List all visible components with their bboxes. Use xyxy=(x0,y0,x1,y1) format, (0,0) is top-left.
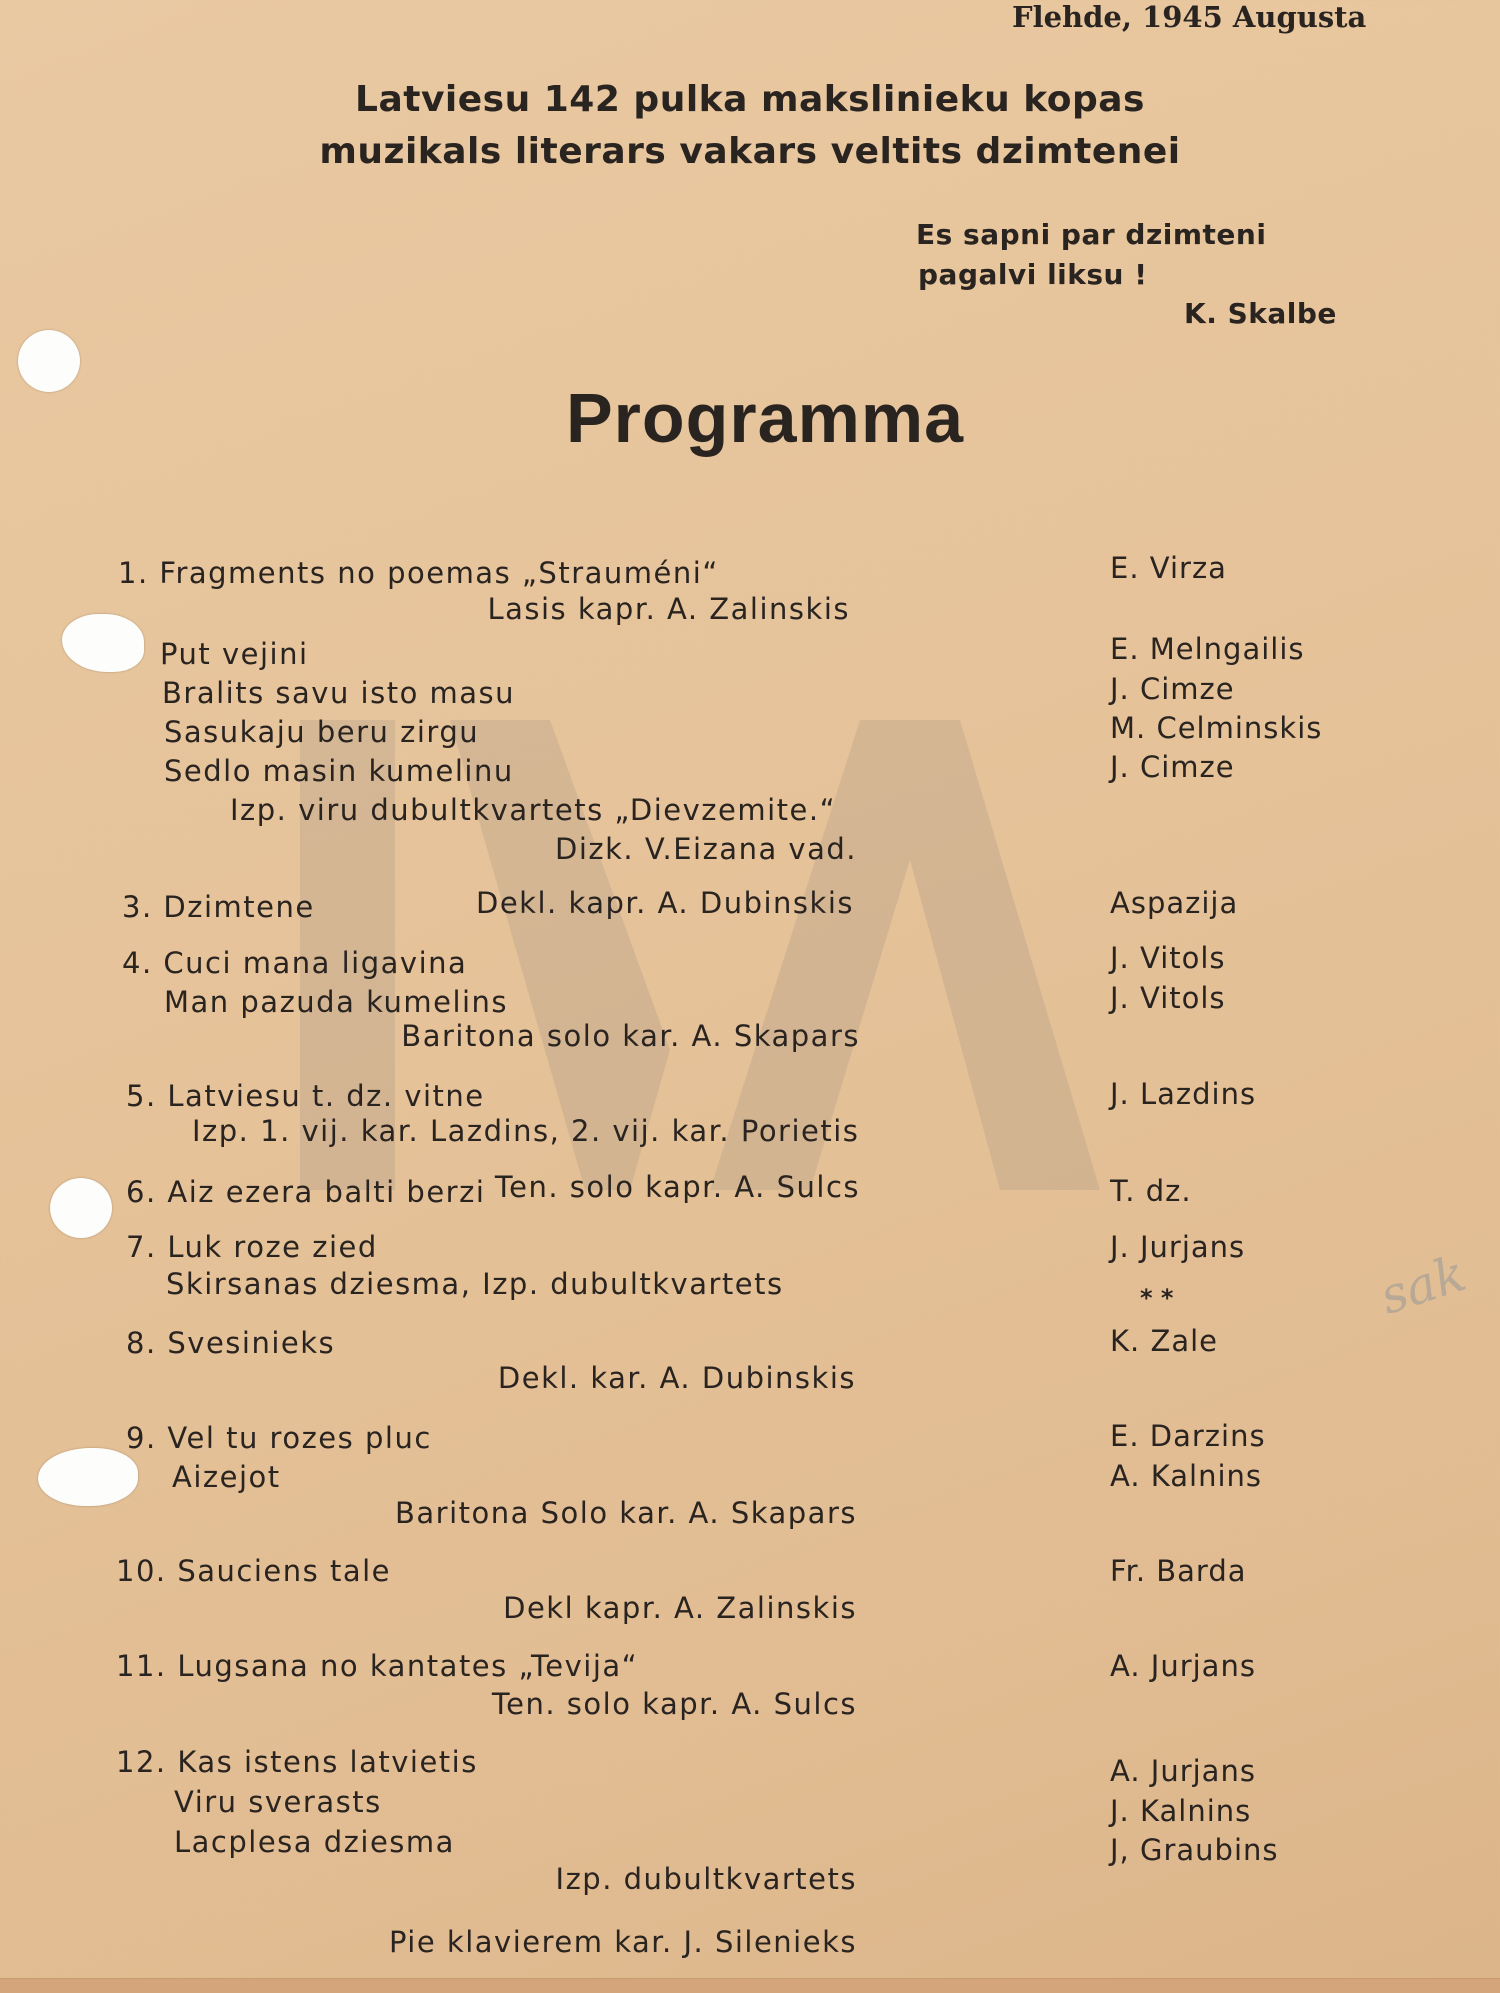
program-item-title: 4. Cuci mana ligavina xyxy=(122,946,468,980)
paper-edge xyxy=(0,1978,1500,1993)
program-item-title: 7. Luk roze zied xyxy=(126,1230,378,1264)
program-item-composer: A. Jurjans xyxy=(1110,1754,1256,1788)
epigraph-line-2: pagalvi liksu ! xyxy=(918,258,1148,291)
punch-hole xyxy=(38,1448,138,1506)
program-item-composer: J, Graubins xyxy=(1110,1833,1279,1867)
punch-hole xyxy=(62,614,144,672)
program-item-performer: Lasis kapr. A. Zalinskis xyxy=(487,592,850,626)
program-item-performer: Izp. dubultkvartets xyxy=(555,1862,857,1896)
program-item-title: Sasukaju beru zirgu xyxy=(164,715,480,749)
program-item-title: Sedlo masin kumelinu xyxy=(164,754,514,788)
program-item-performer: Dekl. kar. A. Dubinskis xyxy=(497,1361,856,1395)
epigraph-author: K. Skalbe xyxy=(1184,297,1337,330)
title-line-1: Latviesu 142 pulka makslinieku kopas xyxy=(355,79,1145,120)
program-item-performer: Baritona solo kar. A. Skapars xyxy=(401,1019,860,1053)
handwritten-margin-note: sak xyxy=(1373,1244,1473,1326)
program-item-performer: Dizk. V.Eizana vad. xyxy=(555,832,857,866)
program-item-title: Man pazuda kumelins xyxy=(164,985,509,1019)
program-item-title: 10. Sauciens tale xyxy=(116,1554,391,1588)
program-item-performer: Izp. 1. vij. kar. Lazdins, 2. vij. kar. Porietis xyxy=(192,1114,860,1148)
program-item-composer: M. Celminskis xyxy=(1110,711,1323,745)
title-line-2: muzikals literars vakars veltits dzimtenei xyxy=(319,131,1181,172)
program-item-title: 8. Svesinieks xyxy=(126,1326,336,1360)
pianist-credit: Pie klavierem kar. J. Silenieks xyxy=(388,1925,857,1959)
document-date: Flehde, 1945 Augusta xyxy=(1012,0,1367,34)
program-item-title: Skirsanas dziesma, Izp. dubultkvartets xyxy=(166,1267,784,1301)
program-item-composer: J. Vitols xyxy=(1110,941,1226,975)
program-item-composer: J. Lazdins xyxy=(1110,1077,1257,1111)
program-item-composer: A. Kalnins xyxy=(1110,1459,1263,1493)
program-item-composer: E. Virza xyxy=(1110,551,1227,585)
program-item-composer: E. Darzins xyxy=(1110,1419,1266,1453)
program-item-performer: Ten. solo kapr. A. Sulcs xyxy=(494,1170,860,1204)
program-heading: Programma xyxy=(565,379,965,457)
program-item-title: 9. Vel tu rozes pluc xyxy=(126,1421,432,1455)
program-item-composer: J. Vitols xyxy=(1110,981,1226,1015)
program-item-composer: T. dz. xyxy=(1110,1174,1192,1208)
program-item-title: 5. Latviesu t. dz. vitne xyxy=(126,1079,485,1113)
program-item-composer: J. Cimze xyxy=(1110,672,1235,706)
program-item-performer: Dekl. kapr. A. Dubinskis xyxy=(475,886,854,920)
program-item-title: 3. Dzimtene xyxy=(122,890,315,924)
program-item-composer: J. Kalnins xyxy=(1110,1794,1252,1828)
program-item-composer: Aspazija xyxy=(1110,886,1239,920)
program-item-performer: Dekl kapr. A. Zalinskis xyxy=(503,1591,857,1625)
epigraph-line-1: Es sapni par dzimteni xyxy=(916,218,1267,251)
program-item-performer: Izp. viru dubultkvartets „Dievzemite.“ xyxy=(230,793,837,827)
program-item-composer: A. Jurjans xyxy=(1110,1649,1256,1683)
program-item-title: 11. Lugsana no kantates „Tevija“ xyxy=(116,1649,639,1683)
program-item-title: Lacplesa dziesma xyxy=(174,1825,455,1859)
program-item-composer: J. Cimze xyxy=(1110,750,1235,784)
program-item-title: 12. Kas istens latvietis xyxy=(116,1745,478,1779)
program-item-title: Put vejini xyxy=(160,637,309,671)
program-item-composer: Fr. Barda xyxy=(1110,1554,1247,1588)
program-item-title: Viru sverasts xyxy=(174,1785,382,1819)
program-item-title: Bralits savu isto masu xyxy=(162,676,516,710)
punch-hole xyxy=(50,1178,112,1238)
program-item-title: 6. Aiz ezera balti berzi xyxy=(126,1175,486,1209)
program-item-title: 1. Fragments no poemas „Strauméni“ xyxy=(118,556,719,590)
program-item-composer: E. Melngailis xyxy=(1110,632,1305,666)
separator-stars: * * xyxy=(1140,1284,1174,1312)
program-item-performer: Ten. solo kapr. A. Sulcs xyxy=(491,1687,857,1721)
program-item-title: Aizejot xyxy=(172,1460,281,1494)
program-item-composer: K. Zale xyxy=(1110,1324,1218,1358)
program-item-performer: Baritona Solo kar. A. Skapars xyxy=(395,1496,857,1530)
program-item-composer: J. Jurjans xyxy=(1110,1230,1246,1264)
